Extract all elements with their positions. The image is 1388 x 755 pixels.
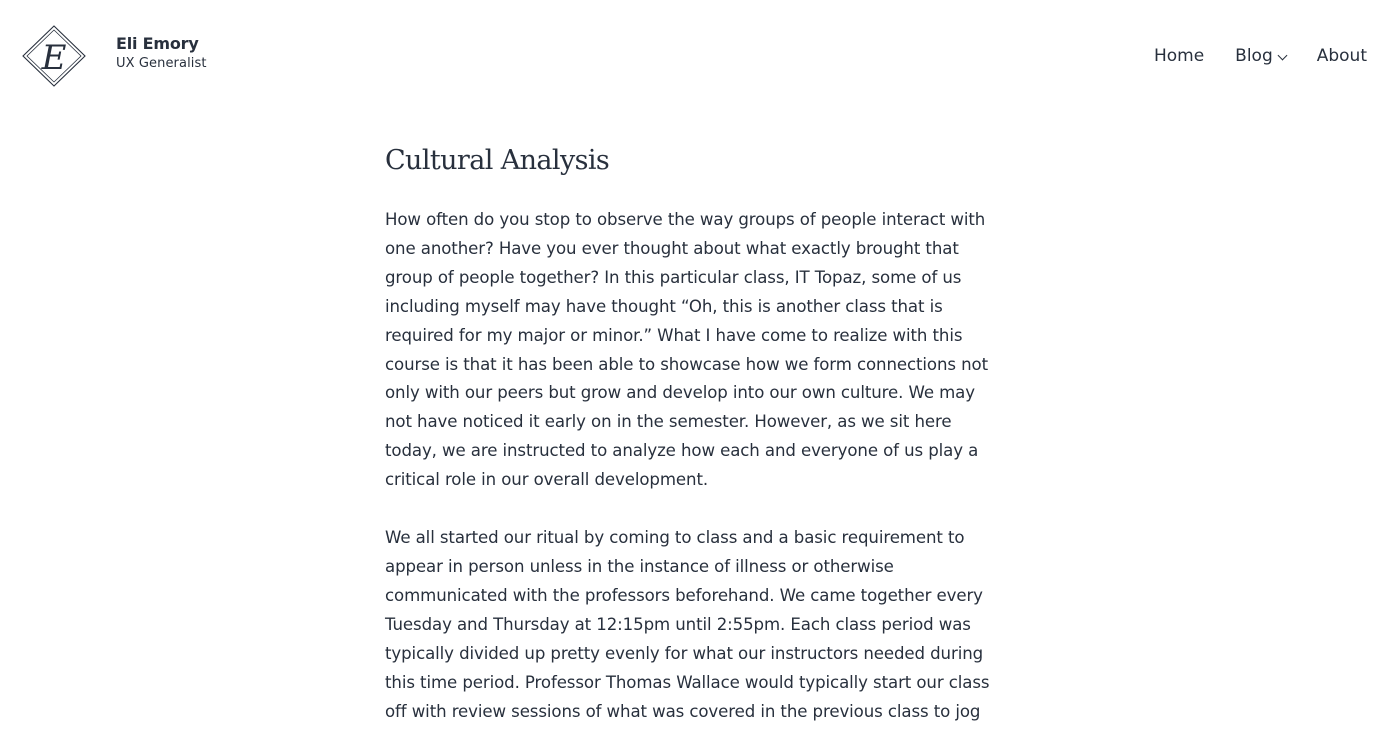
logo-diamond-icon <box>21 25 87 87</box>
site-header <box>0 0 1388 110</box>
brand <box>116 33 207 73</box>
site-title[interactable]: Eli Emory <box>116 34 199 53</box>
nav-item-about-label: About <box>1316 46 1367 66</box>
nav-item-blog-label: Blog <box>1235 46 1273 66</box>
primary-navigation <box>1154 44 1367 68</box>
post-paragraph: How often do you stop to observe the way groups of people interact with one another? Have you ever thought about what exactly brought that group of people together? In this particular class, IT Topaz, some of us including myself may have thought “Oh, this is another class that is required for my major or minor.” What I have come to realize with this course is that it has been able to showcase how we form connections not only with our peers but grow and develop into our own culture. We may not have noticed it early on in the semester. However, as we sit here today, we are instructed to analyze how each and everyone of us play a critical role in our overall development. <box>385 210 988 490</box>
nav-item-home[interactable] <box>1154 44 1204 68</box>
site-tagline: UX Generalist <box>116 56 207 71</box>
post-content <box>385 206 1015 726</box>
nav-item-about[interactable] <box>1317 44 1367 68</box>
chevron-down-icon[interactable] <box>1277 50 1287 60</box>
post-title: Cultural Analysis <box>385 145 610 176</box>
post-paragraph: We all started our ritual by coming to class and a basic requirement to appear in person unless in the instance of illness or otherwise communicated with the professors beforehand. We came together every Tuesday and Thursday at 12:15pm until 2:55pm. Each class period was typically divided up pretty evenly for what our instructors needed during this time period. Professor Thomas Wallace would typically start our class off with review sessions of what was covered in the previous class to jog <box>385 528 990 721</box>
logo-letter: E <box>41 38 67 78</box>
nav-item-home-label: Home <box>1153 46 1205 66</box>
nav-item-blog[interactable] <box>1235 44 1286 68</box>
post-article <box>385 140 1015 755</box>
site-logo[interactable] <box>21 25 87 87</box>
